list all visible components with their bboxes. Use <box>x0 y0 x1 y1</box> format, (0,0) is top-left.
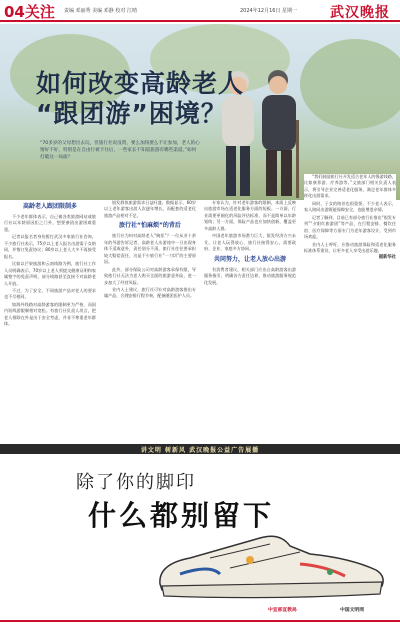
paragraph: 业内人士建议，旅行社可针对高龄游客推出专属产品，合理安排行程节奏，配备随团医护人员。 <box>104 286 196 299</box>
editor-credits: 责编 邓丽秀 美编 邓静 校对 江晴 <box>64 8 137 14</box>
paragraph: 记者了解到，目前已有部分旅行社推出“银发专列”“夕阳红旅游团”等产品，在行程安排、餐饮住宿、医疗保障等方面专门为老年游客设计，受到市场欢迎。 <box>304 214 396 240</box>
paragraph: “我们鼓励旅行社开发适合老年人的慢游线路，比如康养游、疗养游等。”文旅部门相关负责人表示，将引导企业完善适老化服务，满足老年群体多样化出游需求。 <box>304 174 396 199</box>
paragraph: 有消费者建议，相关部门应出台高龄游客出游服务指引，明确各方责任边界，推动旅游服务规范化发展。 <box>204 266 296 285</box>
paragraph: 同时，子女的陪伴也很重要。不少老人表示，家人陪同出游既能保障安全，也能增进亲情。 <box>304 200 396 213</box>
subhead: 共同努力，让老人放心出游 <box>213 255 286 263</box>
newspaper-brand: 武汉晚报 <box>330 5 390 21</box>
article-column-1 <box>4 200 96 444</box>
psa-banner <box>0 444 400 454</box>
article-column-2 <box>104 200 196 444</box>
article-column-3 <box>204 200 296 444</box>
paragraph: 记者以报名者身份拨打武汉多家旅行社咨询，不少旅行社表示，75岁以上老人报名出游需子女陪同，并签订免责协议；80岁以上老人大多不再接受报名。 <box>4 234 96 259</box>
headline-line1: 如何改变高龄老人 <box>36 69 245 98</box>
ad-slogan-line1: 除了你的脚印 <box>76 472 196 493</box>
paragraph: 业内人士呼吁，应推动旅游保险和适老化服务标准体系建设，让更多老人享受出游乐趣。 <box>304 241 396 253</box>
article-lead: “70多岁的父母想出去玩，但旅行社说没资，要么加钱要么不让参加，老人的心情好不好，特别是在自由行被卡住后，一些家长不知道旅游有哪些渠道。”如何打破这一局面？ <box>40 141 200 161</box>
paragraph: 此外，部分保险公司对高龄游客承保有限，导致旅行社无法为老人购买全面的旅游意外险，进一步加大了经营风险。 <box>104 266 196 285</box>
psa-banner-text: 讲文明 树新风 武汉晚报公益广告展播 <box>140 447 260 454</box>
paragraph: 中国老年旅游市场潜力巨大，银发经济方兴未艾。让老人玩得放心、旅行社接得安心，需要政府、企业、家庭多方协同。 <box>204 233 296 252</box>
paragraph: 比如以芒果旅游和云南线路为例，旅行社工作人员明确表示，70岁以上老人须提交健康证明和家属签字的免责声明，部分线路甚至直接不对高龄老人开放。 <box>4 261 96 286</box>
byline: 据新华社 <box>378 255 396 261</box>
paragraph: 不少老年群体表示，自己被各类旅游网站或旅行社以年龄原因拒之门外，想要参团出游困难重重。 <box>4 214 96 232</box>
public-service-ad <box>0 454 400 616</box>
sneaker-illustration <box>150 524 390 604</box>
section-label: 04关注 <box>4 3 55 21</box>
issue-date: 2024年12月16日 星期一 <box>240 8 298 14</box>
ad-sponsor-1: 中宣部宣教局 <box>268 608 297 613</box>
subhead: 旅行社“怕麻烦”的背后 <box>119 222 181 230</box>
paragraph: 不过，为了安全，不同旅游产品对老人的要求也不尽相同。 <box>4 287 96 300</box>
paragraph: 银发群体旅游需求日益旺盛。数据显示，60岁以上老年游客出游人次逐年增长，而配套的适老化旅游产品相对不足。 <box>104 200 196 218</box>
paragraph: 专家认为，针对老年游客的限制，本质上反映出旅游市场在适老化服务方面的短板。一方面，行业需要更细化的风险评估标准，而不是简单以年龄划线；另一方面，保险产品也应加快创新，覆盖更多高龄人群。 <box>204 200 296 231</box>
ad-sponsor-2: 中国文明网 <box>340 608 364 613</box>
paragraph: 如海外线路对高龄游客的限制更为严格，而国内短线游限制相对宽松。有旅行社负责人坦言，把老人排除在外是出于安全考虑，并非不尊重老年群体。 <box>4 301 96 327</box>
ad-slogan-line2: 什么都别留下 <box>88 499 275 532</box>
headline-line2: “跟团游”困境？ <box>36 99 227 128</box>
page-header <box>0 0 400 22</box>
article-column-4 <box>304 174 396 444</box>
paragraph: 旅行社为何对高龄老人“婉拒”？一位从业十余年的导游告诉记者，高龄老人出游途中一旦出现身体不适或意外，责任划分不清，旅行社往往要承担较大赔偿责任，这是不少旅行社“一刀切”的主要原因。 <box>104 233 196 265</box>
subhead: 高龄老人跟团限制多 <box>22 203 77 210</box>
footer-rule <box>0 620 400 622</box>
